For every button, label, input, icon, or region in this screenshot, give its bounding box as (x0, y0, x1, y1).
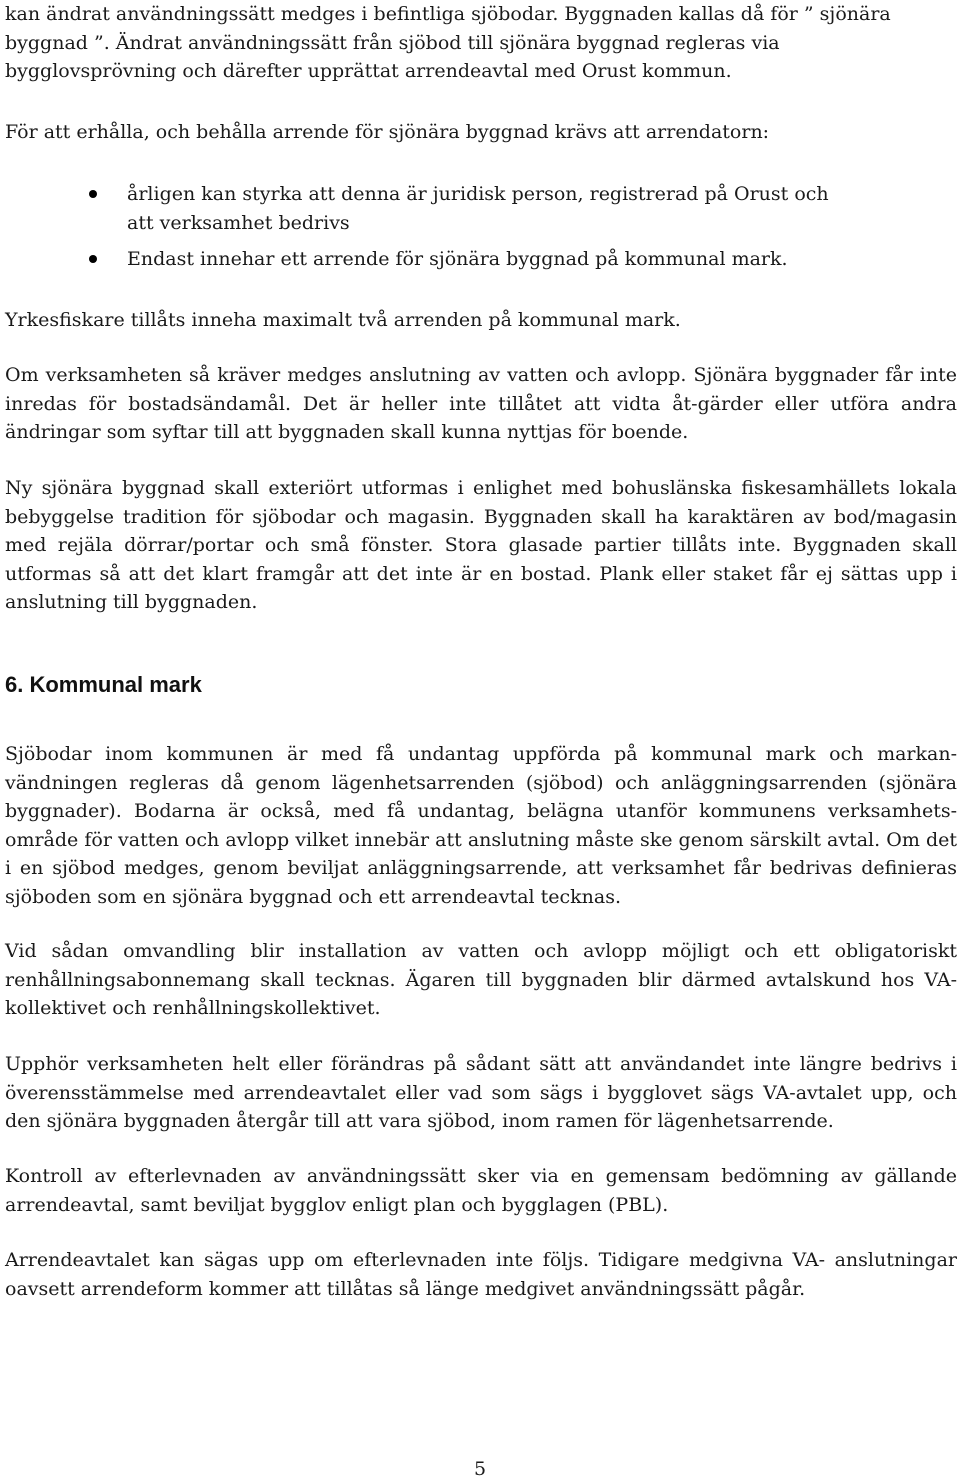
condition-intro-paragraph: För att erhålla, och behålla arrende för sjönära byggnad krävs att arrendatorn: (5, 121, 770, 143)
omvandling-paragraph: Vid sådan omvandling blir installation av vatten och avlopp möjligt och ett obligatoriskt renhållningsabonnemang skall tecknas. Ägaren till byggnaden blir därmed avtalskund hos VA-kollektivet och renhållningskollektivet. (5, 940, 957, 1019)
section-heading: 6. Kommunal mark (5, 672, 202, 697)
intro-line: byggnad ”. Ändrat användningssätt från sjöbod till sjönära byggnad regleras via (5, 31, 780, 54)
exterior-paragraph: Ny sjönära byggnad skall exteriört utformas i enlighet med bohuslänska fiskesamhällets lokala bebyggelse tradition för sjöbodar och magasin. Byggnaden skall ha karaktären av bod/magasin med rejäla dörrar/portar och små fönster. Stora glasade partier tillåts inte. Byggnaden skall utformas så att det klart framgår att det inte är en bostad. Plank eller staket får ej sättas upp i anslutning till byggnaden. (5, 477, 957, 613)
bullet-icon (89, 255, 97, 263)
list-item-text: årligen kan styrka att denna är juridisk person, registrerad på Orust och att verksamhet bedrivs (127, 183, 829, 234)
list-item (5, 245, 847, 274)
list-item-text: Endast innehar ett arrende för sjönära byggnad på kommunal mark. (127, 248, 788, 270)
upphor-paragraph: Upphör verksamheten helt eller förändras på sådant sätt att användandet inte längre bedrivs i överensstämmelse med arrendeavtalet eller vad som sägs i bygglovet sägs VA-avtalet upp, och den sjönära byggnaden återgår till att vara sjöbod, inom ramen för lägenhetsarrende. (5, 1053, 957, 1132)
kontroll-paragraph: Kontroll av efterlevnaden av användningssätt sker via en gemensam bedömning av gällande arrendeavtal, samt beviljat bygglov enligt plan och bygglagen (PBL). (5, 1165, 957, 1216)
list-item (5, 180, 847, 237)
intro-line: kan ändrat användningssätt medges i befintliga sjöbodar. Byggnaden kallas då för ” sjönära (5, 3, 891, 25)
intro-paragraph (5, 0, 957, 86)
intro-line: bygglovsprövning och därefter upprättat arrendeavtal med Orust kommun. (5, 60, 732, 82)
arrende-paragraph: Arrendeavtalet kan sägas upp om efterlevnaden inte följs. Tidigare medgivna VA- anslutningar oavsett arrendeform kommer att tillåtas så länge medgivet användningssätt pågår. (5, 1249, 957, 1300)
va-paragraph: Om verksamheten så kräver medges anslutning av vatten och avlopp. Sjönära byggnader får inte inredas för bostadsändamål. Det är heller inte tillåtet att vidta åt-gärder eller utföra andra ändringar som syftar till att byggnaden skall kunna nyttjas för boende. (5, 364, 957, 443)
bullet-icon (89, 190, 97, 198)
sjobodar-paragraph: Sjöbodar inom kommunen är med få undantag uppförda på kommunal mark och markan-vändningen regleras då genom lägenhetsarrenden (sjöbod) och anläggningsarrenden (sjönära byggnader). Bodarna är också, med få undantag, belägna utanför kommunens verksamhets-område för vatten och avlopp vilket innebär att anslutning måste ske genom särskilt avtal. Om det i en sjöbod medges, genom beviljat anläggningsarrende, att verksamhet får bedrivas definieras sjöboden som en sjönära byggnad och ett arrendeavtal tecknas. (5, 743, 957, 908)
page-number: 5 (473, 1458, 487, 1480)
fiskare-paragraph: Yrkesfiskare tillåts inneha maximalt två arrenden på kommunal mark. (5, 309, 681, 331)
requirements-list (5, 180, 957, 274)
